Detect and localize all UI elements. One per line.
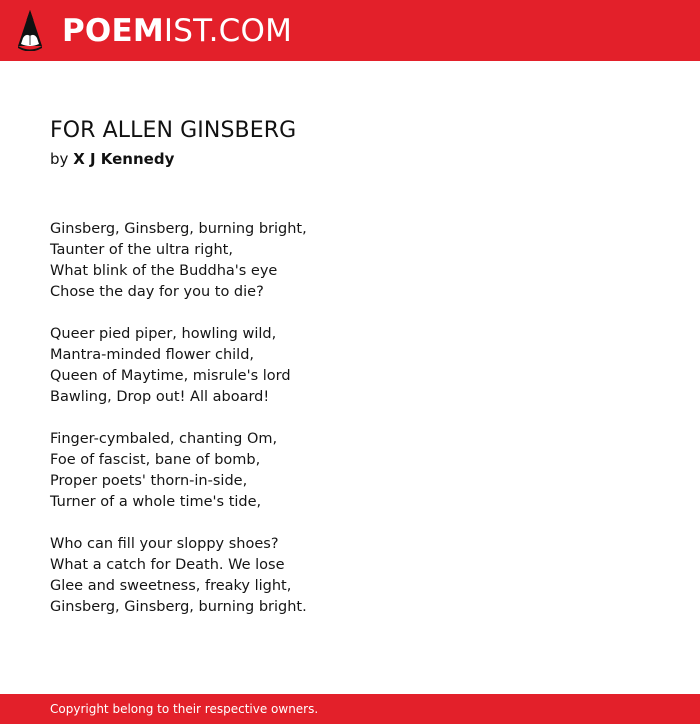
poem-title: FOR ALLEN GINSBERG bbox=[50, 118, 297, 143]
stanza bbox=[50, 324, 307, 408]
poem-line: Bawling, Drop out! All aboard! bbox=[50, 389, 270, 405]
poem-line: What blink of the Buddha's eye bbox=[50, 263, 278, 279]
poem-line: Mantra-minded flower child, bbox=[50, 347, 255, 363]
poem-line: Who can fill your sloppy shoes? bbox=[50, 536, 279, 552]
poem-line: Foe of fascist, bane of bomb, bbox=[50, 452, 261, 468]
by-label: by bbox=[50, 150, 69, 168]
pencil-icon[interactable] bbox=[17, 9, 43, 51]
poem-line: Queen of Maytime, misrule's lord bbox=[50, 368, 291, 384]
poem-line: Queer pied piper, howling wild, bbox=[50, 326, 277, 342]
poem-body bbox=[50, 219, 307, 639]
brand-bold: POEM bbox=[62, 13, 164, 49]
site-logo[interactable] bbox=[62, 11, 292, 51]
stanza bbox=[50, 219, 307, 303]
byline bbox=[50, 148, 174, 170]
poem-line: Proper poets' thorn-in-side, bbox=[50, 473, 248, 489]
site-header bbox=[0, 0, 700, 61]
poem-line: Chose the day for you to die? bbox=[50, 284, 264, 300]
copyright-text: Copyright belong to their respective owners. bbox=[50, 702, 319, 716]
author-name: X J Kennedy bbox=[73, 150, 175, 168]
poem-line: Ginsberg, Ginsberg, burning bright, bbox=[50, 221, 307, 237]
poem-line: Finger-cymbaled, chanting Om, bbox=[50, 431, 278, 447]
poem-line: Turner of a whole time's tide, bbox=[50, 494, 262, 510]
poem-line: What a catch for Death. We lose bbox=[50, 557, 285, 573]
stanza bbox=[50, 429, 307, 513]
stanza bbox=[50, 534, 307, 618]
brand-light: IST.COM bbox=[163, 13, 293, 49]
poem-line: Glee and sweetness, freaky light, bbox=[50, 578, 292, 594]
poem-line: Taunter of the ultra right, bbox=[50, 242, 233, 258]
poem-line: Ginsberg, Ginsberg, burning bright. bbox=[50, 599, 307, 615]
site-footer bbox=[0, 694, 700, 724]
